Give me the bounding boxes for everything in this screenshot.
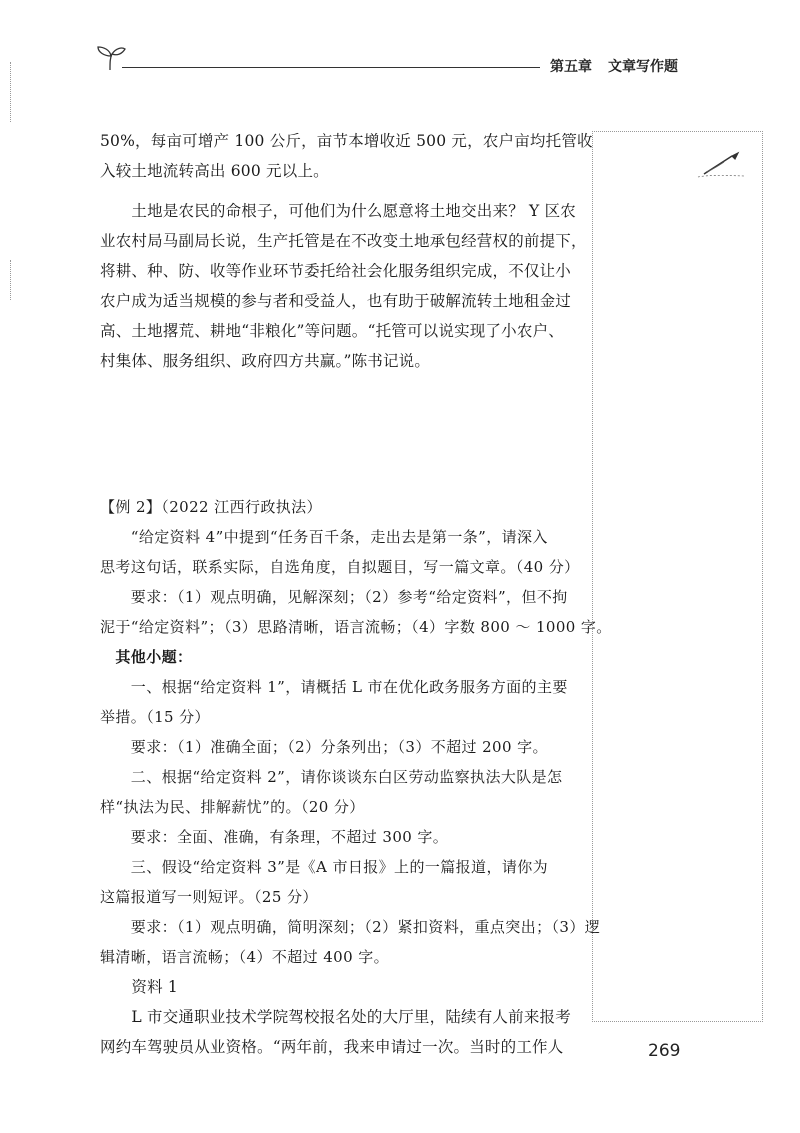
- question-line: 一、根据“给定资料 1”，请概括 L 市在优化政务服务方面的主要: [100, 678, 568, 696]
- question-line: “给定资料 4”中提到“任务百千条，走出去是第一条”，请深入: [100, 528, 548, 546]
- text-line: 村集体、服务组织、政府四方共赢。”陈书记说。: [100, 352, 431, 370]
- question-line: 三、假设“给定资料 3”是《A 市日报》上的一篇报道，请你为: [100, 858, 549, 876]
- text-line: 农户成为适当规模的参与者和受益人，也有助于破解流转土地租金过: [100, 292, 572, 310]
- pen-note-icon: [694, 150, 748, 180]
- question-line: 样“执法为民、排解薪忧”的。（20 分）: [100, 798, 365, 816]
- question-line: 思考这句话，联系实际，自选角度，自拟题目，写一篇文章。（40 分）: [100, 558, 580, 576]
- other-questions-heading: 其他小题：: [100, 648, 193, 666]
- question-line: 泥于“给定资料”；（3）思路清晰，语言流畅；（4）字数 800 ～ 1000 字。: [100, 618, 612, 636]
- edge-mark: [10, 260, 12, 300]
- text-line: L 市交通职业技术学院驾校报名处的大厅里，陆续有人前来报考: [100, 1008, 571, 1026]
- question-line: 二、根据“给定资料 2”，请你谈谈东白区劳动监察执法大队是怎: [100, 768, 563, 786]
- question-line: 要求：（1）观点明确，见解深刻；（2）参考“给定资料”，但不拘: [100, 588, 568, 606]
- example-block: [100, 492, 612, 972]
- question-line: 要求：（1）准确全面；（2）分条列出；（3）不超过 200 字。: [100, 738, 548, 756]
- question-line: 辑清晰，语言流畅；（4）不超过 400 字。: [100, 948, 390, 966]
- edge-mark: [10, 62, 12, 122]
- example-heading: 【例 2】（2022 江西行政执法）: [100, 498, 322, 516]
- chapter-number: 第五章: [550, 59, 592, 75]
- text-line: 50%，每亩可增产 100 公斤，亩节本增收近 500 元，农户亩均托管收: [100, 132, 593, 150]
- text-line: 业农村局马副局长说，生产托管是在不改变土地承包经营权的前提下，: [100, 232, 587, 250]
- text-line: 入较土地流转高出 600 元以上。: [100, 162, 329, 180]
- chapter-title: 文章写作题: [608, 59, 678, 75]
- text-line: 高、土地撂荒、耕地“非粮化”等问题。“托管可以说实现了小农户、: [100, 322, 564, 340]
- text-line: 网约车驾驶员从业资格。“两年前，我来申请过一次。当时的工作人: [100, 1038, 564, 1056]
- question-line: 要求：（1）观点明确，简明深刻；（2）紧扣资料，重点突出；（3）逻: [100, 918, 601, 936]
- material-heading: 资料 1: [100, 978, 178, 996]
- page-number: 269: [648, 1041, 681, 1061]
- question-line: 这篇报道写一则短评。（25 分）: [100, 888, 318, 906]
- question-line: 举措。（15 分）: [100, 708, 210, 726]
- question-line: 要求：全面、准确，有条理，不超过 300 字。: [100, 828, 449, 846]
- running-header: [550, 56, 678, 76]
- header-rule-dashed: [430, 67, 540, 68]
- material-block: [100, 972, 590, 1062]
- notes-column: [592, 131, 763, 1022]
- article-passage: [100, 126, 593, 376]
- text-line: 将耕、种、防、收等作业环节委托给社会化服务组织完成，不仅让小: [100, 262, 572, 280]
- text-line: 土地是农民的命根子，可他们为什么愿意将土地交出来？ Y 区农: [100, 202, 576, 220]
